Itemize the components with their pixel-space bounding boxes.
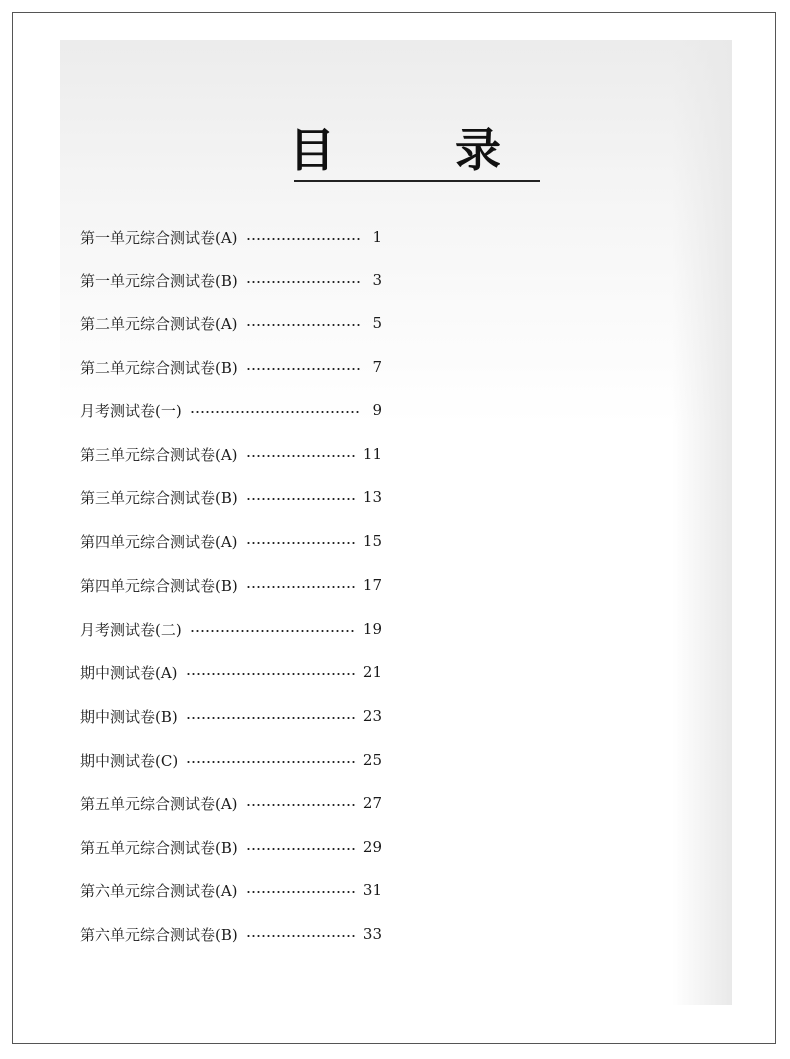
- toc-entry[interactable]: [80, 308, 382, 338]
- leader-dots: [190, 630, 355, 632]
- toc-entry-page: 29: [362, 838, 382, 856]
- leader-dots: [246, 586, 355, 588]
- toc-entry[interactable]: [80, 482, 382, 512]
- leader-dots: [246, 498, 355, 500]
- toc-entry-page: 11: [362, 445, 382, 463]
- toc-entry[interactable]: [80, 352, 382, 382]
- toc-entry-label: 第一单元综合测试卷(A): [80, 228, 238, 247]
- toc-entry-page: 25: [362, 751, 382, 769]
- leader-dots: [246, 935, 355, 937]
- toc-entry-page: 3: [372, 271, 382, 289]
- toc-entry-label: 期中测试卷(C): [80, 751, 179, 770]
- toc-entry-page: 1: [372, 228, 382, 246]
- title-underline: [294, 180, 540, 182]
- toc-entry-label: 第五单元综合测试卷(A): [80, 794, 238, 813]
- toc-entry-page: 17: [362, 576, 382, 594]
- leader-dots: [246, 238, 360, 240]
- toc-entry-page: 23: [362, 707, 382, 725]
- leader-dots: [246, 891, 355, 893]
- toc-entry-page: 9: [372, 401, 382, 419]
- leader-dots: [246, 324, 360, 326]
- toc-entry[interactable]: [80, 439, 382, 469]
- leader-dots: [246, 804, 355, 806]
- leader-dots: [246, 281, 360, 283]
- toc-entry[interactable]: [80, 745, 382, 775]
- toc-entry-page: 27: [362, 794, 382, 812]
- toc-entry-label: 月考测试卷(二): [80, 620, 182, 639]
- leader-dots: [186, 761, 355, 763]
- toc-entry[interactable]: [80, 614, 382, 644]
- leader-dots: [186, 673, 355, 675]
- toc-entry[interactable]: [80, 395, 382, 425]
- toc-entry-label: 第五单元综合测试卷(B): [80, 838, 238, 857]
- leader-dots: [186, 717, 355, 719]
- toc-entry[interactable]: [80, 788, 382, 818]
- toc-entry-label: 第四单元综合测试卷(A): [80, 532, 238, 551]
- toc-entry[interactable]: [80, 570, 382, 600]
- leader-dots: [246, 542, 355, 544]
- toc-entry-page: 33: [362, 925, 382, 943]
- toc-entry-page: 13: [362, 488, 382, 506]
- toc-entry[interactable]: [80, 832, 382, 862]
- toc-entry-label: 第三单元综合测试卷(A): [80, 445, 238, 464]
- toc-entry[interactable]: [80, 919, 382, 949]
- toc-entry-page: 15: [362, 532, 382, 550]
- toc-entry-label: 第六单元综合测试卷(A): [80, 881, 238, 900]
- leader-dots: [246, 848, 355, 850]
- toc-entry-label: 期中测试卷(B): [80, 707, 178, 726]
- toc-entry-page: 21: [362, 663, 382, 681]
- toc-entry[interactable]: [80, 222, 382, 252]
- page-shadow: [672, 40, 732, 1005]
- toc-entry-page: 31: [362, 881, 382, 899]
- leader-dots: [246, 455, 355, 457]
- toc-entry-label: 第二单元综合测试卷(B): [80, 358, 238, 377]
- toc-entry-label: 第六单元综合测试卷(B): [80, 925, 238, 944]
- toc-entry-label: 第三单元综合测试卷(B): [80, 488, 238, 507]
- toc-entry[interactable]: [80, 657, 382, 687]
- leader-dots: [246, 368, 360, 370]
- toc-entry-page: 7: [372, 358, 382, 376]
- page-title: 目 录: [288, 123, 553, 177]
- toc-entry-label: 月考测试卷(一): [80, 401, 182, 420]
- leader-dots: [190, 411, 360, 413]
- toc-entry[interactable]: [80, 875, 382, 905]
- toc-entry-label: 第一单元综合测试卷(B): [80, 271, 238, 290]
- toc-entry-page: 5: [372, 314, 382, 332]
- toc-entry-label: 第四单元综合测试卷(B): [80, 576, 238, 595]
- toc-entry-label: 第二单元综合测试卷(A): [80, 314, 238, 333]
- toc-entry[interactable]: [80, 526, 382, 556]
- toc-entry[interactable]: [80, 701, 382, 731]
- toc-entry-label: 期中测试卷(A): [80, 663, 178, 682]
- toc-entry-page: 19: [362, 620, 382, 638]
- toc-entry[interactable]: [80, 265, 382, 295]
